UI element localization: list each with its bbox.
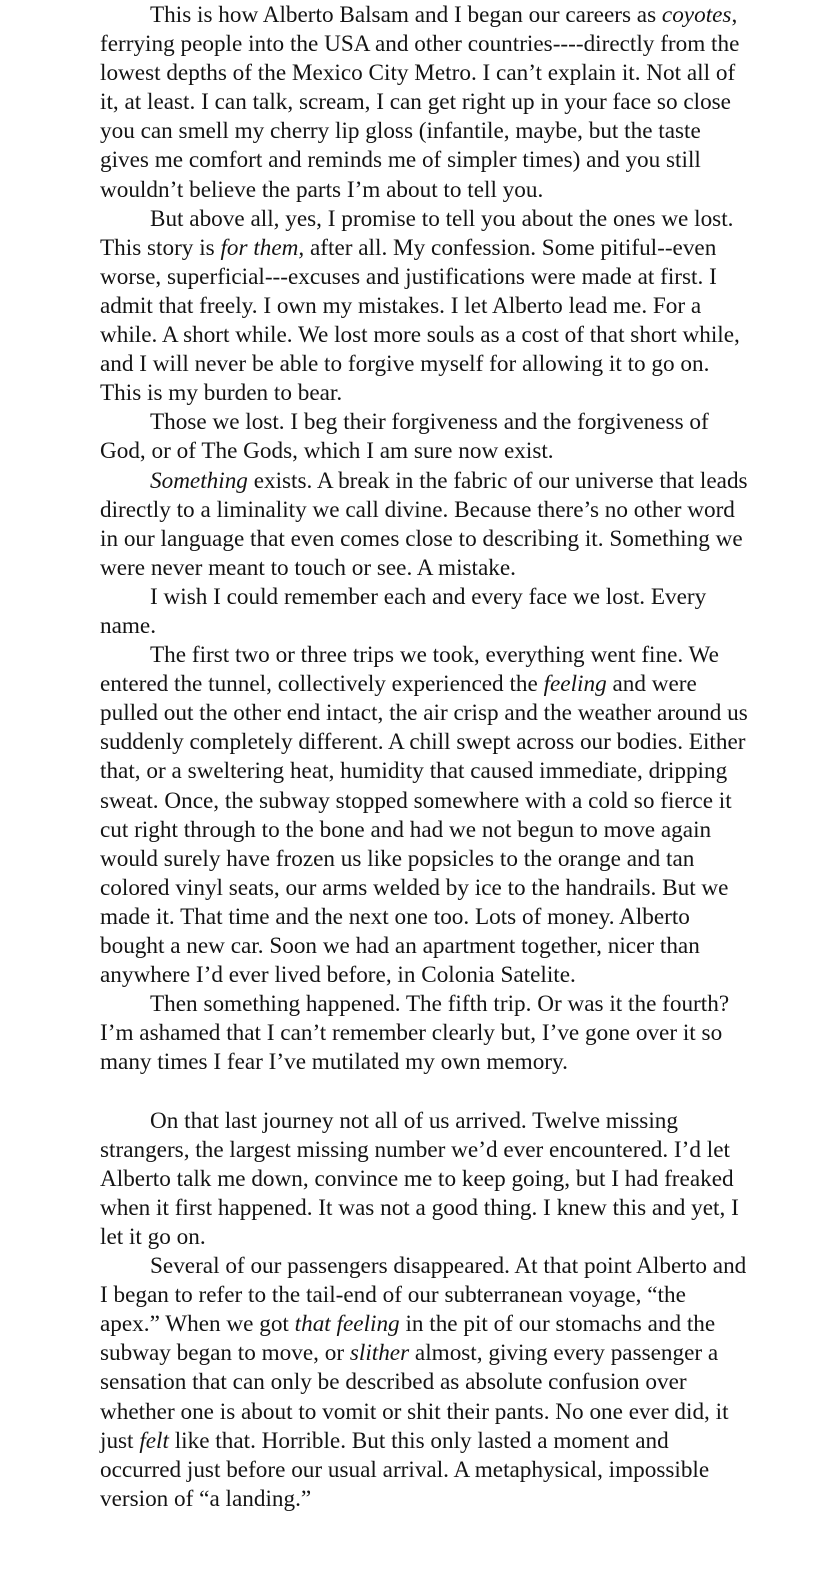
paragraph-text: On that last journey not all of us arrived. Twelve missing strangers, the largest missing number we’d ever encountered. I’d let Alberto talk me down, convince me to keep going, but I had freaked when it first happened. It was not a good thing. I knew this and yet, I let it go on. (100, 1107, 739, 1250)
paragraph-text: Then something happened. The fifth trip. Or was it the fourth? I’m ashamed that I can’t remember clearly but, I’ve gone over it so many times I fear I’ve mutilated my own memory. (100, 991, 730, 1076)
paragraph (100, 583, 748, 641)
emphasis: felt (139, 1427, 169, 1454)
document-body (100, 0, 748, 1514)
paragraph-text: The first two or three trips we took, everything went fine. We entered the tunnel, collectively experienced the (100, 642, 719, 698)
paragraph (100, 641, 748, 990)
paragraph-text: But above all, yes, I promise to tell you about the ones we lost. This story is (100, 205, 734, 261)
paragraph (100, 408, 748, 466)
paragraph (100, 990, 748, 1077)
paragraph-text: after all. My confession. Some pitiful--even worse, superficial---excuses and justifications were made at first. I admit that freely. I own my mistakes. I let Alberto lead me. For a while. A short while. We lost more souls as a cost of that short while, and I will never be able to forgive myself for allowing it to go on. This is my burden to bear. (100, 234, 740, 407)
emphasis: for them, (220, 234, 305, 261)
paragraph-text: Several of our passengers disappeared. At that point Alberto and I began to refer to the tail-end of our subterranean voyage, “the apex.” When we got (100, 1253, 747, 1338)
paragraph-text: almost, giving every passenger a sensation that can only be described as absolute confusion over whether one is about to vomit or shit their pants. No one ever did, it just (100, 1340, 729, 1454)
paragraph-text: Those we lost. I beg their forgiveness and the forgiveness of God, or of The Gods, which I am sure now exist. (100, 409, 709, 465)
emphasis: slither (349, 1340, 410, 1367)
paragraph-text: like that. Horrible. But this only lasted a moment and occurred just before our usual arrival. A metaphysical, impossible version of “a landing.” (100, 1427, 710, 1512)
paragraph (100, 1, 748, 205)
paragraph-text: This is how Alberto Balsam and I began our careers as (150, 2, 662, 28)
emphasis: that feeling (294, 1311, 400, 1338)
paragraph (100, 467, 748, 583)
paragraph-text: , ferrying people into the USA and other countries----directly from the lowest depths of the Mexico City Metro. I can’t explain it. Not all of it, at least. I can talk, scream, I can get right up in your face so close you can smell my cherry lip gloss (infantile, maybe, but the taste gives me comfort and reminds me of simpler times) and you still wouldn’t believe the parts I’m about to tell you. (100, 2, 740, 203)
emphasis: feeling (543, 671, 607, 698)
paragraph-text: I wish I could remember each and every face we lost. Every name. (100, 583, 707, 639)
paragraph (100, 205, 748, 409)
emphasis: coyotes (661, 2, 732, 28)
emphasis: Something (150, 467, 248, 494)
paragraph (100, 1252, 748, 1514)
paragraph-text: exists. A break in the fabric of our universe that leads directly to a liminality we call divine. Because there’s no other word in our language that even comes close to describing it. Something we were never meant to touch or see. A mistake. (100, 467, 748, 581)
paragraph-text: and were pulled out the other end intact, the air crisp and the weather around us suddenly completely different. A chill swept across our bodies. Either that, or a sweltering heat, humidity that caused immediate, dripping sweat. Once, the subway stopped somewhere with a cold so fierce it cut right through to the bone and had we not begun to move again would surely have frozen us like popsicles to the orange and tan colored vinyl seats, our arms welded by ice to the handrails. But we made it. That time and the next one too. Lots of money. Alberto bought a new car. Soon we had an apartment together, nicer than anywhere I’d ever lived before, in Colonia Satelite. (100, 671, 748, 989)
paragraph (100, 1107, 748, 1252)
paragraph-text: in the pit of our stomachs and the subway began to move, or (100, 1311, 716, 1367)
